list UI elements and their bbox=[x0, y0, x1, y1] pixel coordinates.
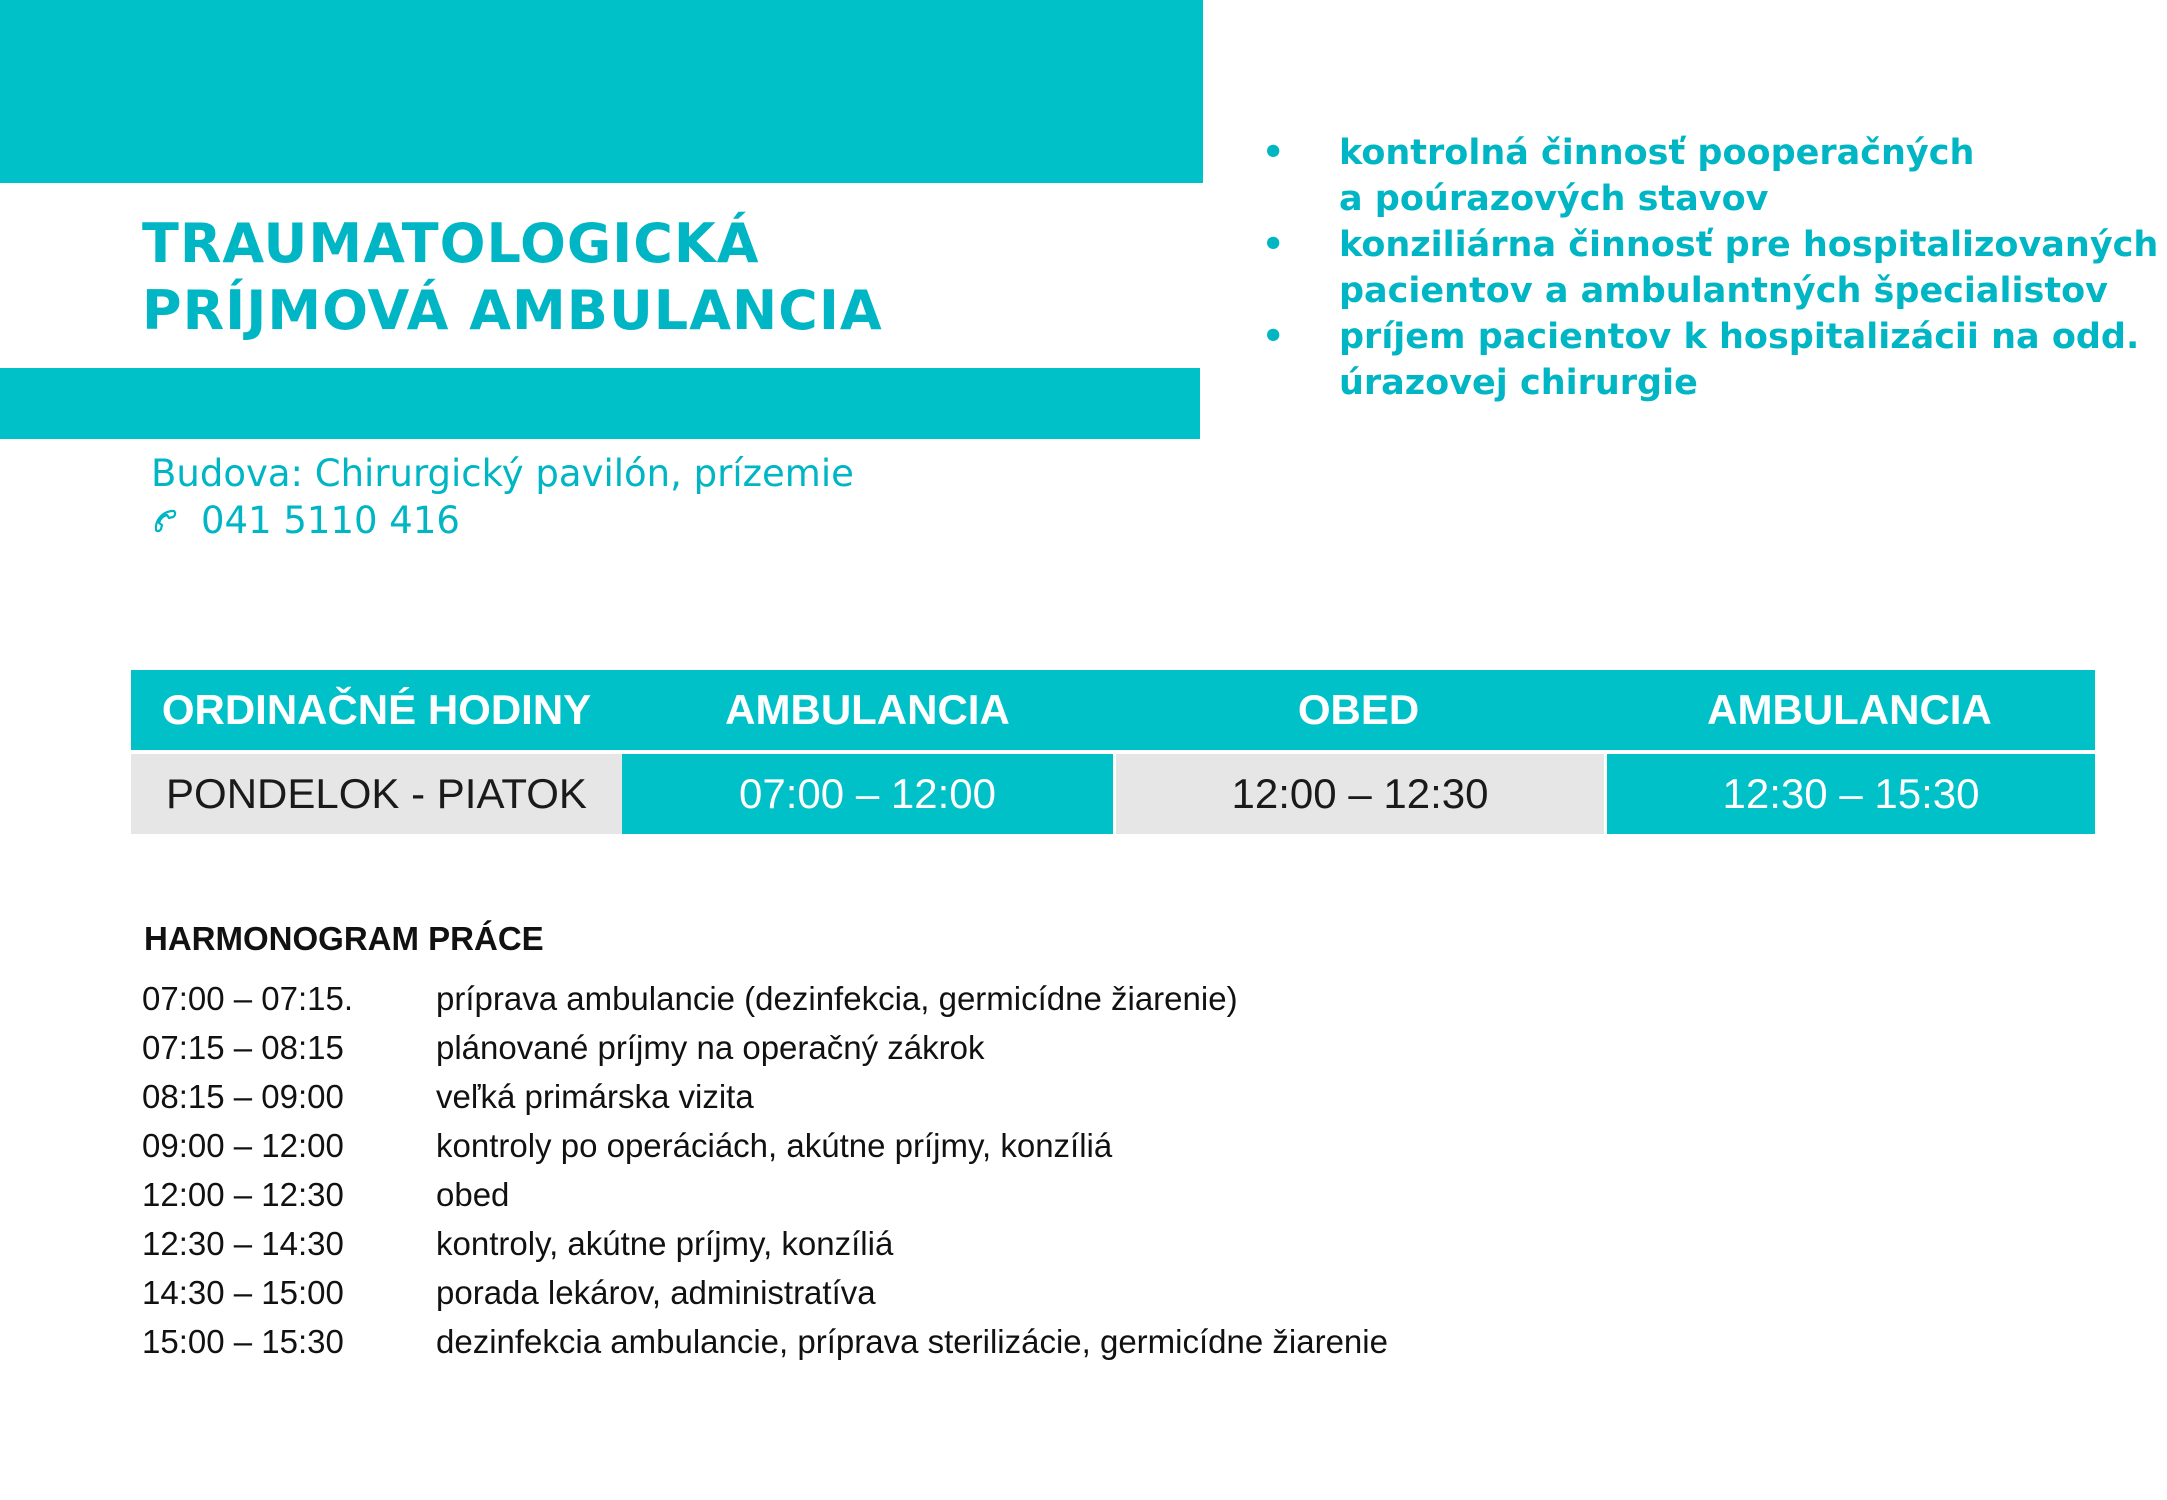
schedule-time: 12:30 – 14:30 bbox=[142, 1225, 344, 1262]
schedule-time: 14:30 – 15:00 bbox=[142, 1274, 344, 1311]
header-cell-lunch: OBED bbox=[1113, 670, 1604, 754]
contact-block bbox=[151, 450, 854, 544]
list-item bbox=[142, 1072, 1388, 1121]
list-item bbox=[142, 1219, 1388, 1268]
service-text-line: kontrolná činnosť pooperačných bbox=[1339, 133, 1975, 173]
list-item bbox=[142, 1023, 1388, 1072]
service-item bbox=[1262, 314, 2158, 406]
schedule-activity: kontroly po operáciách, akútne príjmy, konzíliá bbox=[436, 1127, 1113, 1164]
schedule-list bbox=[142, 974, 1388, 1366]
schedule-time: 12:00 – 12:30 bbox=[142, 1176, 344, 1213]
cell-morning-hours: 07:00 – 12:00 bbox=[622, 754, 1113, 834]
service-text-line: pacientov a ambulantných špecialistov bbox=[1339, 271, 2108, 311]
page-title-line: TRAUMATOLOGICKÁ bbox=[142, 212, 760, 275]
list-item bbox=[142, 1170, 1388, 1219]
service-item bbox=[1262, 130, 2158, 222]
phone-icon bbox=[151, 507, 179, 535]
cell-days: PONDELOK - PIATOK bbox=[131, 754, 622, 834]
service-text-line: úrazovej chirurgie bbox=[1339, 363, 1698, 403]
table-header-row bbox=[131, 670, 2095, 754]
service-item bbox=[1262, 222, 2158, 314]
header-cell-office-hours: ORDINAČNÉ HODINY bbox=[131, 670, 622, 754]
bullet: • bbox=[1262, 133, 1285, 173]
schedule-activity: veľká primárska vizita bbox=[436, 1078, 754, 1115]
cell-lunch-hours: 12:00 – 12:30 bbox=[1113, 754, 1604, 834]
services-list bbox=[1262, 130, 2158, 406]
bullet: • bbox=[1262, 225, 1285, 265]
page-title-line: PRÍJMOVÁ AMBULANCIA bbox=[142, 279, 883, 342]
service-text-line: konziliárna činnosť pre hospitalizovaných bbox=[1339, 225, 2159, 265]
header-cell-ambulance-morning: AMBULANCIA bbox=[622, 670, 1113, 754]
list-item bbox=[142, 1268, 1388, 1317]
phone-number[interactable]: 041 5110 416 bbox=[201, 499, 460, 542]
schedule-time: 08:15 – 09:00 bbox=[142, 1078, 344, 1115]
list-item bbox=[142, 974, 1388, 1023]
schedule-time: 15:00 – 15:30 bbox=[142, 1323, 344, 1360]
schedule-time: 09:00 – 12:00 bbox=[142, 1127, 344, 1164]
building-location: Budova: Chirurgický pavilón, prízemie bbox=[151, 452, 854, 495]
office-hours-table bbox=[131, 670, 2095, 834]
list-item bbox=[142, 1317, 1388, 1366]
phone-row bbox=[151, 497, 854, 544]
schedule-activity: porada lekárov, administratíva bbox=[436, 1274, 876, 1311]
page-title bbox=[142, 210, 883, 344]
header-band-top bbox=[0, 0, 1203, 183]
service-text-line: príjem pacientov k hospitalizácii na odd. bbox=[1339, 317, 2140, 357]
schedule-activity: kontroly, akútne príjmy, konzíliá bbox=[436, 1225, 894, 1262]
list-item bbox=[142, 1121, 1388, 1170]
schedule-activity: plánované príjmy na operačný zákrok bbox=[436, 1029, 985, 1066]
service-text-line: a poúrazových stavov bbox=[1339, 179, 1769, 219]
schedule-time: 07:15 – 08:15 bbox=[142, 1029, 344, 1066]
schedule-time: 07:00 – 07:15. bbox=[142, 980, 354, 1017]
header-cell-ambulance-afternoon: AMBULANCIA bbox=[1604, 670, 2095, 754]
table-row bbox=[131, 754, 2095, 834]
schedule-activity: príprava ambulancie (dezinfekcia, germicídne žiarenie) bbox=[436, 980, 1238, 1017]
bullet: • bbox=[1262, 317, 1285, 357]
schedule-title: HARMONOGRAM PRÁCE bbox=[144, 920, 544, 957]
schedule-activity: obed bbox=[436, 1176, 510, 1213]
cell-afternoon-hours: 12:30 – 15:30 bbox=[1604, 754, 2095, 834]
header-band-bottom bbox=[0, 368, 1200, 439]
schedule-activity: dezinfekcia ambulancie, príprava sterilizácie, germicídne žiarenie bbox=[436, 1323, 1388, 1360]
